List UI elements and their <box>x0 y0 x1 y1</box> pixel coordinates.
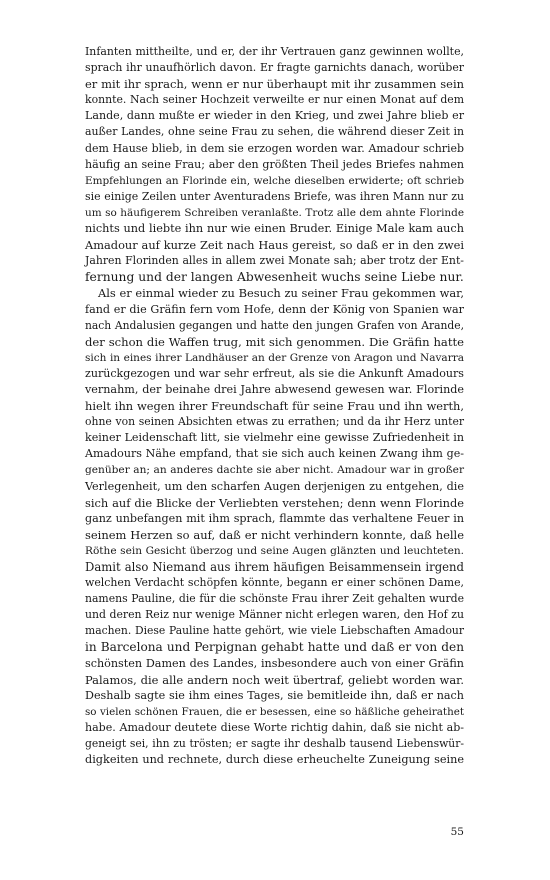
text-line: häufig an seine Frau; aber den größten Theil jedes Briefes nahmen <box>85 157 464 171</box>
text-line: sie einige Zeilen unter Aventuradens Briefe, was ihren Mann nur zu <box>85 189 464 203</box>
text-line: um so häufigerem Schreiben veranlaßte. Trotz alle dem ahnte Florinde <box>85 206 464 219</box>
text-line: namens Pauline, die für die schönste Frau ihrer Zeit gehalten wurde <box>85 592 464 606</box>
text-line: nichts und liebte ihn nur wie einen Bruder. Einige Male kam auch <box>85 222 464 236</box>
text-line: keiner Leidenschaft litt, sie vielmehr eine gewisse Zufriedenheit in <box>85 431 464 445</box>
page-number: 55 <box>450 826 464 838</box>
paragraph-2 <box>85 285 464 768</box>
text-line: Lande, dann mußte er wieder in den Krieg, und zwei Jahre blieb er <box>85 109 464 123</box>
text-line: fernung und der langen Abwesenheit wuchs seine Liebe nur. <box>85 270 464 285</box>
text-line: schönsten Damen des Landes, insbesondere auch von einer Gräfin <box>85 656 464 670</box>
text-line: der schon die Waffen trug, mit sich genommen. Die Gräfin hatte <box>85 334 464 349</box>
text-line: habe. Amadour deutete diese Worte richtig dahin, daß sie nicht ab- <box>85 720 464 734</box>
text-line: Jahren Florinden alles in allem zwei Monate sah; aber trotz der Ent- <box>85 254 464 268</box>
text-line: Deshalb sagte sie ihm eines Tages, sie bemitleide ihn, daß er nach <box>85 688 464 702</box>
text-line: Infanten mittheilte, und er, der ihr Vertrauen ganz gewinnen wollte, <box>85 45 464 58</box>
text-line: Röthe sein Gesicht überzog und seine Augen glänzten und leuchteten. <box>85 544 464 557</box>
text-line: Verlegenheit, um den scharfen Augen derjenigen zu entgehen, die <box>85 479 464 493</box>
text-line: digkeiten und rechnete, durch diese erheuchelte Zuneigung seine <box>85 753 464 767</box>
text-line: Amadours Nähe empfand, that sie sich auch keinen Zwang ihm ge- <box>85 447 464 461</box>
text-line: außer Landes, ohne seine Frau zu sehen, die während dieser Zeit in <box>85 125 464 139</box>
text-line: zurückgezogen und war sehr erfreut, als sie die Ankunft Amadours <box>85 366 464 380</box>
text-line: konnte. Nach seiner Hochzeit verweilte er nur einen Monat auf dem <box>85 93 464 107</box>
text-line: nach Andalusien gegangen und hatte den jungen Grafen von Arande, <box>85 318 464 332</box>
text-line: Palamos, die alle andern noch weit übertraf, geliebt worden war. <box>85 672 464 687</box>
text-line: er mit ihr sprach, wenn er nur überhaupt mit ihr zusammen sein <box>85 77 464 92</box>
text-line: welchen Verdacht schöpfen könnte, begann er einer schönen Dame, <box>85 576 464 590</box>
text-line: in Barcelona und Perpignan gehabt hatte und daß er von den <box>85 640 464 655</box>
text-line: Damit also Niemand aus ihrem häufigen Beisammensein irgend <box>85 560 464 574</box>
text-line: geneigt sei, ihn zu trösten; er sagte ihr deshalb tausend Liebenswür- <box>85 737 464 751</box>
text-line: und deren Reiz nur wenige Männer nicht erlegen waren, den Hof zu <box>85 608 464 622</box>
text-line: Empfehlungen an Florinde ein, welche dieselben erwiderte; oft schrieb <box>85 174 464 187</box>
text-line: so vielen schönen Frauen, die er besessen, eine so häßliche geheirathet <box>85 705 464 718</box>
text-line: vernahm, der beinahe drei Jahre abwesend gewesen war. Florinde <box>85 382 464 396</box>
text-line: machen. Diese Pauline hatte gehört, wie viele Liebschaften Amadour <box>85 624 464 638</box>
text-line: fand er die Gräfin fern vom Hofe, denn der König von Spanien war <box>85 302 464 316</box>
text-line: ganz unbefangen mit ihm sprach, flammte das verhaltene Feuer in <box>85 511 464 525</box>
text-line: seinem Herzen so auf, daß er nicht verhindern konnte, daß helle <box>85 527 464 542</box>
text-line: sich in eines ihrer Landhäuser an der Grenze von Aragon und Navarra <box>85 351 464 364</box>
text-line: dem Hause blieb, in dem sie erzogen worden war. Amadour schrieb <box>85 141 464 155</box>
text-line: sich auf die Blicke der Verliebten verstehen; denn wenn Florinde <box>85 495 464 510</box>
text-line: Als er einmal wieder zu Besuch zu seiner Frau gekommen war, <box>98 286 464 301</box>
text-line: hielt ihn wegen ihrer Freundschaft für seine Frau und ihn werth, <box>85 399 464 414</box>
text-line: Amadour auf kurze Zeit nach Haus gereist, so daß er in den zwei <box>85 238 464 253</box>
text-line: sprach ihr unaufhörlich davon. Er fragte garnichts danach, worüber <box>85 61 464 75</box>
text-line: ohne von seinen Absichten etwas zu errathen; und da ihr Herz unter <box>85 415 464 429</box>
paragraph-1 <box>85 44 464 285</box>
body-text <box>85 44 464 768</box>
text-line: genüber an; an anderes dachte sie aber nicht. Amadour war in großer <box>85 464 464 477</box>
